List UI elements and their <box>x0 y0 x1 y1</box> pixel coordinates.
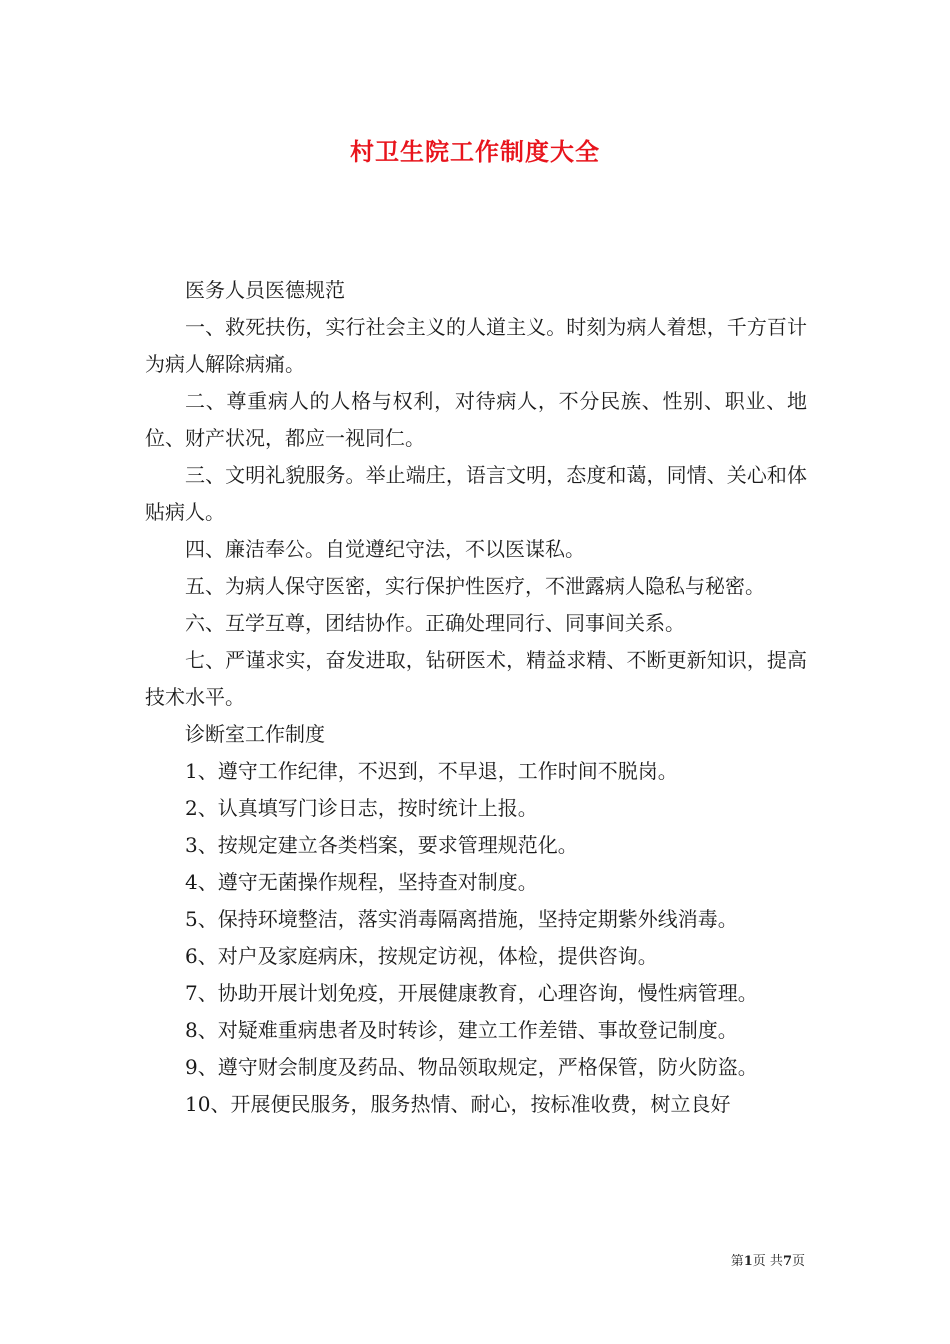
page-number-footer <box>731 1250 805 1269</box>
paragraph: 四、廉洁奉公。自觉遵纪守法，不以医谋私。 <box>185 537 585 561</box>
total-pages-number: 7 <box>782 1254 792 1269</box>
paragraph: 六、互学互尊，团结协作。正确处理同行、同事间关系。 <box>185 611 685 635</box>
paragraph: 9、遵守财会制度及药品、物品领取规定，严格保管，防火防盗。 <box>185 1055 758 1079</box>
paragraph: 5、保持环境整洁，落实消毒隔离措施，坚持定期紫外线消毒。 <box>185 907 738 931</box>
paragraph: 7、协助开展计划免疫，开展健康教育，心理咨询，慢性病管理。 <box>185 981 758 1005</box>
footer-suffix: 页 <box>791 1254 805 1269</box>
paragraph: 五、为病人保守医密，实行保护性医疗，不泄露病人隐私与秘密。 <box>185 574 765 598</box>
document-body <box>145 272 807 1123</box>
paragraph: 3、按规定建立各类档案，要求管理规范化。 <box>185 833 578 857</box>
paragraph: 4、遵守无菌操作规程，坚持查对制度。 <box>185 870 538 894</box>
footer-prefix: 第 <box>730 1254 744 1269</box>
paragraph: 七、严谨求实，奋发进取，钻研医术，精益求精、不断更新知识，提高技术水平。 <box>145 648 807 709</box>
paragraph: 一、救死扶伤，实行社会主义的人道主义。时刻为病人着想，千方百计为病人解除病痛。 <box>145 315 807 376</box>
paragraph: 1、遵守工作纪律，不迟到，不早退，工作时间不脱岗。 <box>185 759 678 783</box>
paragraph: 6、对户及家庭病床，按规定访视，体检，提供咨询。 <box>185 944 658 968</box>
paragraph: 10、开展便民服务，服务热情、耐心，按标准收费，树立良好 <box>185 1092 731 1116</box>
section-heading: 医务人员医德规范 <box>185 278 345 302</box>
paragraph: 二、尊重病人的人格与权利，对待病人，不分民族、性别、职业、地位、财产状况，都应一视同仁。 <box>145 389 807 450</box>
section-heading: 诊断室工作制度 <box>185 722 325 746</box>
current-page-number: 1 <box>743 1254 753 1269</box>
paragraph: 2、认真填写门诊日志，按时统计上报。 <box>185 796 538 820</box>
paragraph: 三、文明礼貌服务。举止端庄，语言文明，态度和蔼，同情、关心和体贴病人。 <box>145 463 807 524</box>
footer-middle: 页 共 <box>752 1254 783 1269</box>
paragraph: 8、对疑难重病患者及时转诊，建立工作差错、事故登记制度。 <box>185 1018 738 1042</box>
page-title: 村卫生院工作制度大全 <box>350 138 600 166</box>
